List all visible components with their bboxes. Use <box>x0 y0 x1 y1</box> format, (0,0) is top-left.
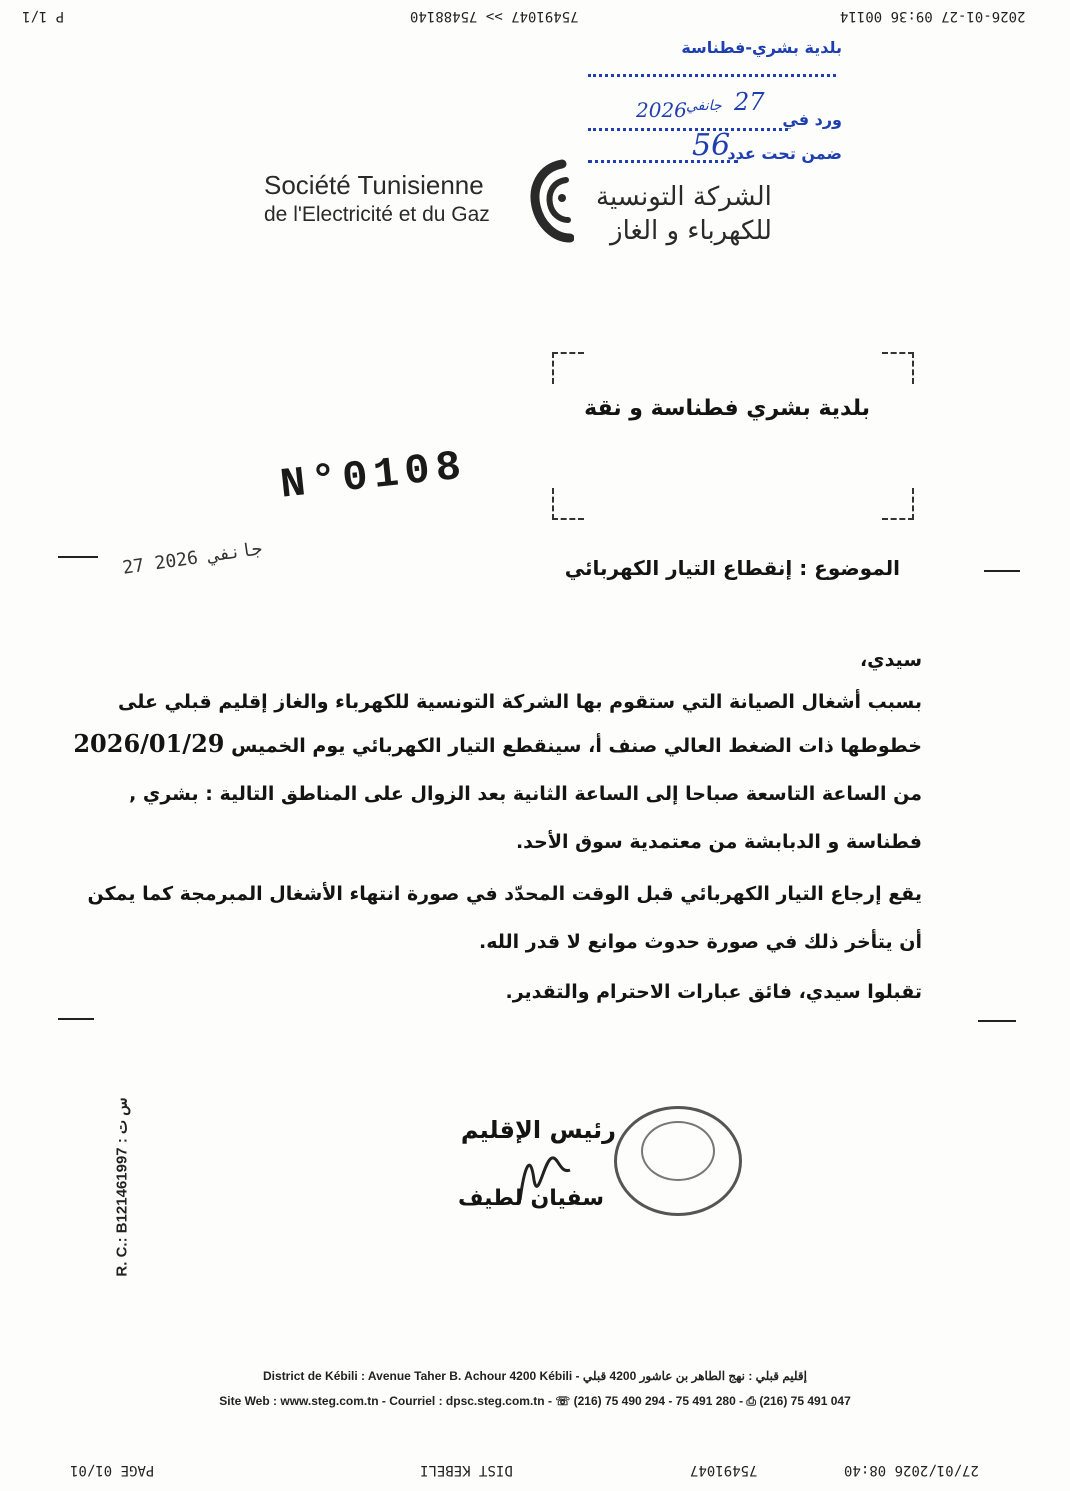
fold-mark-left-top <box>58 556 98 558</box>
body-line-1: بسبب أشغال الصيانة التي ستقوم بها الشركة التونسية للكهرباء والغاز إقليم قبلي على <box>117 691 922 713</box>
window-corner-bl <box>552 488 584 520</box>
fold-mark-left-bottom <box>58 1018 94 1020</box>
salutation: سيدي، <box>859 649 922 671</box>
steg-logo-icon <box>522 158 574 244</box>
subject: الموضوع : إنقطاع التيار الكهربائي <box>564 556 900 580</box>
fax-footer-page: PAGE 01/01 <box>70 1462 155 1478</box>
stamp-received-label: ورد في <box>782 110 842 129</box>
signatory-title: رئيس الإقليم <box>460 1116 616 1144</box>
reference-number: N°0108 <box>278 442 470 510</box>
body-line-2-date: 2026/01/29 <box>73 729 225 758</box>
footer-contact: Site Web : www.steg.com.tn - Courriel : dpsc.steg.com.tn - ☏ (216) 75 490 294 - 75 491 280 - ⎙ (216) 75 491 047 <box>219 1394 851 1408</box>
body-line-2 <box>73 729 922 760</box>
registration-number: R. C.: B121461997 : س ت <box>113 1097 131 1277</box>
fax-footer-number: 75491047 <box>690 1462 758 1478</box>
stamp-month: جانفي <box>686 98 722 114</box>
stamp-year: 2026 <box>636 98 687 122</box>
body-line-4: فطناسة و الدبابشة من معتمدية سوق الأحد. <box>515 831 922 853</box>
fold-mark-right-bottom <box>978 1020 1016 1022</box>
body-line-5: يقع إرجاع التيار الكهربائي قبل الوقت المحدّد في صورة انتهاء الأشغال المبرمجة كما يمكن <box>87 883 922 905</box>
recipient: بلدية بشري فطناسة و نقة <box>584 396 870 421</box>
company-name-ar <box>596 180 772 248</box>
body-line-2-text: خطوطها ذات الضغط العالي صنف أ، سينقطع التيار الكهربائي يوم الخميس <box>231 735 922 757</box>
window-corner-tr <box>882 352 914 384</box>
window-corner-tl <box>552 352 584 384</box>
footer-address: District de Kébili : Avenue Taher B. Achour 4200 Kébili - إقليم قبلي : نهج الطاهر بن عاشور 4200 قبلي <box>263 1369 807 1383</box>
stamp-day: 27 <box>734 88 765 116</box>
circular-stamp <box>614 1106 742 1216</box>
fax-footer-sender: DIST KEBELI <box>420 1462 513 1478</box>
stamp-municipality: بلدية بشري-فطناسة <box>681 38 842 57</box>
fax-header-route: 75491047 >> 75488140 <box>410 8 579 24</box>
fold-mark-right-top <box>984 570 1020 572</box>
body-line-3: من الساعة التاسعة صباحا إلى الساعة الثانية بعد الزوال على المناطق التالية : بشري , <box>129 783 922 805</box>
company-name-fr <box>264 170 490 230</box>
company-name-ar-line2: للكهرباء و الغاز <box>610 216 772 246</box>
company-name-ar-line1: الشركة التونسية <box>596 182 772 212</box>
stamp-number: 56 <box>692 128 731 163</box>
closing: تقبلوا سيدي، فائق عبارات الاحترام والتقدير. <box>505 981 922 1003</box>
signatory-name: سفيان لطيف <box>457 1186 604 1211</box>
company-name-fr-line2: de l'Electricité et du Gaz <box>264 203 490 226</box>
body-line-6: أن يتأخر ذلك في صورة حدوث موانع لا قدر الله. <box>479 931 922 953</box>
reference-date: 27 جانفي 2026 <box>121 538 264 579</box>
fax-header-page: P 1/1 <box>22 8 65 24</box>
fax-header-datetime: 2026-01-27 09:36 00114 <box>840 8 1026 24</box>
company-name-fr-line1: Société Tunisienne <box>264 170 484 200</box>
fax-footer-datetime: 27/01/2026 08:40 <box>844 1462 979 1478</box>
stamp-number-label: ضمن تحت عدد <box>727 144 842 163</box>
window-corner-br <box>882 488 914 520</box>
